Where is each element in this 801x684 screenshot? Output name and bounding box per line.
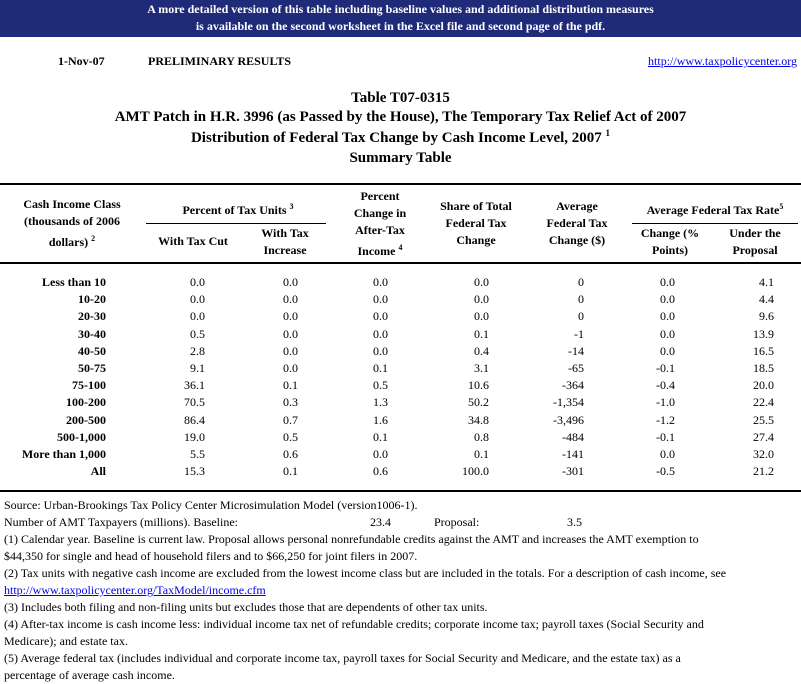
note-2-line-1: (2) Tax units with negative cash income are excluded from the lowest income class but are included in the totals. For a description of cash income, see	[4, 566, 727, 580]
cell-cut: 2.8	[190, 343, 205, 358]
cell-share: 0.1	[474, 447, 489, 461]
col-with-tax-increase-l1: With Tax	[261, 226, 309, 240]
income-class-cell: 75-100	[72, 378, 106, 393]
amt-label: Number of AMT Taxpayers (millions). Baseline:	[4, 515, 239, 529]
col-income-class-note: 2	[91, 234, 96, 243]
cell-avg: -1	[574, 326, 584, 341]
table-row	[0, 413, 801, 430]
table-bottom-rule	[0, 490, 801, 492]
cell-under: 4.4	[759, 292, 774, 307]
cell-under: 21.2	[753, 464, 774, 479]
cell-pch: 0.0	[373, 343, 388, 358]
tax-rate-rule	[632, 223, 798, 224]
col-avg-l3: Change ($)	[548, 233, 606, 247]
col-share-l2: Federal Tax	[445, 216, 507, 230]
col-avg-tax-rate-text: Average Federal Tax Rate	[646, 203, 780, 217]
cell-avg: -1,354	[553, 395, 584, 410]
cell-cut: 0.0	[190, 309, 205, 324]
cell-pch: 0.6	[373, 464, 388, 479]
cell-rch: 0.0	[660, 447, 675, 461]
note-4-line-1: (4) After-tax income is cash income less: individual income tax net of refundable credits; corporate income tax; payroll taxes (Social Security and	[4, 617, 704, 631]
income-cfm-link[interactable]: http://www.taxpolicycenter.org/TaxModel/income.cfm	[4, 583, 266, 597]
col-rate-change	[630, 225, 710, 259]
income-class-cell: 50-75	[78, 361, 106, 375]
table-subtitle	[0, 128, 801, 147]
cell-cut: 0.0	[190, 275, 205, 289]
tpc-link[interactable]: http://www.taxpolicycenter.org	[648, 54, 797, 68]
cell-share: 0.1	[474, 326, 489, 341]
cell-pch: 0.1	[373, 361, 388, 375]
cell-pch: 1.3	[373, 395, 388, 410]
note-5-line-1: (5) Average federal tax (includes individual and corporate income tax, payroll taxes for Social Security and Medicare, and the estate tax) as a	[4, 651, 681, 665]
cell-avg: 0	[578, 309, 584, 324]
income-class-cell: All	[90, 464, 106, 479]
cell-cut: 19.0	[184, 429, 205, 444]
table-row	[0, 430, 801, 447]
income-class-cell: More than 1,000	[21, 447, 106, 461]
col-under-l1: Under the	[729, 226, 781, 240]
cell-pch: 0.0	[373, 309, 388, 324]
col-pct-change-l1: Percent	[360, 189, 400, 203]
table-id: Table T07-0315	[351, 90, 450, 106]
col-pct-change-note: 4	[398, 243, 403, 252]
income-class-cell: 40-50	[78, 343, 106, 358]
table-row	[0, 327, 801, 344]
cell-avg: -484	[562, 429, 584, 444]
col-avg-l2: Federal Tax	[546, 216, 608, 230]
table-row	[0, 395, 801, 412]
col-avg-tax-rate-note: 5	[779, 202, 784, 211]
cell-pch: 0.1	[373, 429, 388, 444]
cell-inc: 0.0	[283, 326, 298, 341]
cell-avg: -301	[562, 464, 584, 479]
cell-rch: -1.0	[656, 395, 675, 410]
cell-share: 0.0	[474, 275, 489, 289]
cell-cut: 15.3	[184, 464, 205, 479]
income-class-cell: 20-30	[78, 309, 106, 324]
cell-rch: 0.0	[660, 292, 675, 307]
note-5-line-2: percentage of average cash income.	[4, 668, 175, 682]
date-label: 1-Nov-07	[58, 54, 105, 68]
table-row	[0, 275, 801, 292]
col-with-tax-increase-l2: Increase	[263, 243, 307, 257]
banner-line-2: is available on the second worksheet in the Excel file and second page of the pdf.	[195, 19, 606, 33]
cell-under: 9.6	[759, 309, 774, 324]
income-class-cell: 100-200	[66, 395, 106, 410]
col-share-total	[427, 198, 525, 249]
cell-rch: 0.0	[660, 309, 675, 324]
cell-avg: -65	[568, 361, 584, 375]
table-subtitle-note: 1	[605, 128, 611, 138]
cell-rch: -0.1	[656, 361, 675, 375]
cell-inc: 0.6	[283, 447, 298, 461]
cell-rch: 0.0	[660, 326, 675, 341]
cell-share: 50.2	[468, 395, 489, 410]
col-income-class-l3-text: dollars)	[48, 235, 89, 249]
col-income-class-l3	[4, 230, 140, 251]
income-class-cell: Less than 10	[41, 275, 106, 289]
table-row	[0, 361, 801, 378]
summary-label: Summary Table	[349, 150, 452, 166]
cell-inc: 0.1	[283, 378, 298, 393]
cell-cut: 5.5	[190, 447, 205, 461]
col-rate-change-l1: Change (%	[640, 226, 700, 240]
col-pct-change-l4-text: Income	[357, 244, 396, 258]
cell-share: 10.6	[468, 378, 489, 393]
col-pct-change-l3: After-Tax	[355, 223, 405, 237]
col-avg-tax-change	[527, 198, 627, 249]
col-share-l1: Share of Total	[440, 199, 512, 213]
cell-cut: 70.5	[184, 395, 205, 410]
cell-inc: 0.0	[283, 275, 298, 289]
table-row	[0, 447, 801, 464]
cell-cut: 0.5	[190, 326, 205, 341]
income-class-cell: 500-1,000	[57, 429, 106, 444]
cell-share: 3.1	[474, 361, 489, 375]
cell-share: 0.0	[474, 292, 489, 307]
cell-inc: 0.0	[283, 292, 298, 307]
cell-cut: 9.1	[190, 361, 205, 375]
col-income-class-l2: (thousands of 2006	[23, 214, 121, 228]
cell-pch: 0.5	[373, 378, 388, 393]
cell-under: 22.4	[753, 395, 774, 410]
col-pct-change-income	[340, 188, 420, 260]
col-with-tax-cut: With Tax Cut	[158, 234, 228, 248]
col-income-class-l1: Cash Income Class	[23, 197, 121, 211]
col-rate-change-l2: Points)	[652, 243, 688, 257]
cell-rch: 0.0	[660, 343, 675, 358]
cell-cut: 86.4	[184, 412, 205, 427]
cell-cut: 0.0	[190, 292, 205, 307]
cell-share: 100.0	[462, 464, 489, 479]
table-row	[0, 309, 801, 326]
percent-units-rule	[146, 223, 326, 224]
note-1-line-2: $44,350 for single and head of household filers and to $66,250 for joint filers in 2007.	[4, 549, 418, 563]
cell-avg: 0	[578, 275, 584, 289]
note-1-line-1: (1) Calendar year. Baseline is current law. Proposal allows personal nonrefundable credits against the AMT and increases the AMT exemption to	[4, 532, 699, 546]
cell-share: 34.8	[468, 412, 489, 427]
cell-share: 0.0	[474, 309, 489, 324]
cell-pch: 1.6	[373, 412, 388, 427]
cell-cut: 36.1	[184, 378, 205, 393]
table-row	[0, 344, 801, 361]
col-under-proposal	[715, 225, 795, 259]
status-label: PRELIMINARY RESULTS	[148, 54, 292, 68]
col-under-l2: Proposal	[732, 243, 778, 257]
cell-avg: -364	[562, 378, 584, 393]
cell-under: 16.5	[753, 343, 774, 358]
cell-share: 0.4	[474, 343, 489, 358]
table-title: AMT Patch in H.R. 3996 (as Passed by the House), The Temporary Tax Relief Act of 2007	[114, 109, 687, 125]
amt-taxpayers-line	[4, 514, 799, 531]
col-percent-units-note: 3	[289, 202, 294, 211]
cell-rch: -1.2	[656, 412, 675, 427]
income-class-cell: 30-40	[78, 326, 106, 341]
table-row	[0, 378, 801, 395]
cell-under: 25.5	[753, 412, 774, 427]
info-banner	[0, 0, 801, 37]
note-4-line-2: Medicare); and estate tax.	[4, 634, 128, 648]
cell-pch: 0.0	[373, 326, 388, 341]
cell-share: 0.8	[474, 429, 489, 444]
cell-under: 13.9	[753, 326, 774, 341]
income-class-cell: 200-500	[66, 412, 106, 427]
header-top-rule	[0, 183, 801, 185]
col-percent-units-text: Percent of Tax Units	[182, 203, 287, 217]
cell-pch: 0.0	[373, 275, 388, 289]
cell-under: 4.1	[759, 275, 774, 289]
cell-under: 20.0	[753, 378, 774, 393]
cell-rch: -0.1	[656, 429, 675, 444]
source-note: Source: Urban-Brookings Tax Policy Center Microsimulation Model (version1006-1).	[4, 498, 418, 512]
banner-line-1: A more detailed version of this table including baseline values and additional distribution measures	[147, 2, 654, 16]
cell-inc: 0.5	[283, 429, 298, 444]
cell-inc: 0.0	[283, 361, 298, 375]
table-row	[0, 464, 801, 481]
table-subtitle-text: Distribution of Federal Tax Change by Cash Income Level, 2007	[190, 130, 602, 146]
cell-avg: -3,496	[553, 412, 584, 427]
cell-inc: 0.3	[283, 395, 298, 410]
cell-rch: 0.0	[660, 275, 675, 289]
income-class-cell: 10-20	[78, 292, 106, 307]
cell-rch: -0.4	[656, 378, 675, 393]
cell-inc: 0.0	[283, 343, 298, 358]
cell-rch: -0.5	[656, 464, 675, 479]
col-with-tax-increase	[245, 225, 325, 259]
cell-under: 27.4	[753, 429, 774, 444]
cell-avg: -14	[568, 343, 584, 358]
col-pct-change-l2: Change in	[353, 206, 407, 220]
amt-baseline-value: 23.4	[370, 515, 391, 529]
cell-inc: 0.1	[283, 464, 298, 479]
cell-under: 32.0	[753, 447, 774, 461]
col-avg-l1: Average	[556, 199, 598, 213]
amt-proposal-value: 3.5	[567, 515, 582, 529]
col-pct-change-l4	[340, 239, 420, 260]
amt-proposal-label: Proposal:	[434, 515, 480, 529]
cell-under: 18.5	[753, 361, 774, 375]
note-3: (3) Includes both filing and non-filing units but excludes those that are dependents of other tax units.	[4, 600, 488, 614]
col-percent-units	[148, 198, 328, 219]
cell-avg: -141	[562, 447, 584, 461]
cell-pch: 0.0	[373, 292, 388, 307]
table-row	[0, 292, 801, 309]
cell-inc: 0.0	[283, 309, 298, 324]
col-share-l3: Change	[456, 233, 496, 247]
col-avg-tax-rate	[630, 198, 800, 219]
header-bottom-rule	[0, 262, 801, 264]
col-income-class	[4, 196, 140, 251]
cell-inc: 0.7	[283, 412, 298, 427]
cell-pch: 0.0	[373, 447, 388, 461]
cell-avg: 0	[578, 292, 584, 307]
